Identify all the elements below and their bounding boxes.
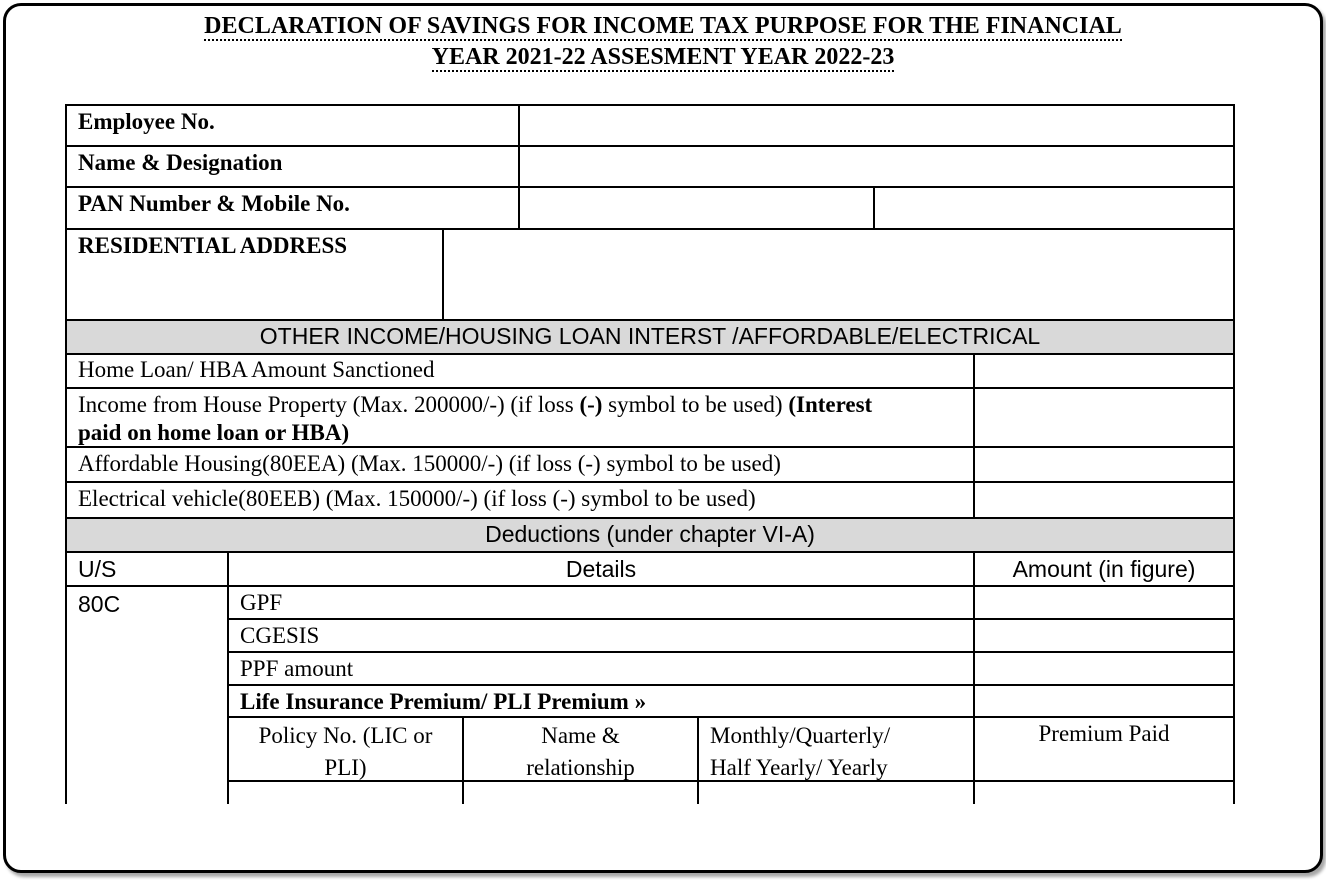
col-amount-header: Amount (in figure) (1012, 556, 1196, 582)
cgesis-amount-field[interactable] (975, 620, 1233, 651)
gpf-label: GPF (240, 590, 283, 615)
row-divider (65, 551, 1235, 553)
affordable-housing-amount-field[interactable] (975, 448, 1233, 481)
name-relationship-field[interactable] (464, 782, 697, 804)
name-relationship-header: Name & relationship (526, 723, 635, 780)
pan-mobile-label: PAN Number & Mobile No. (78, 191, 350, 216)
premium-paid-field[interactable] (975, 782, 1233, 804)
col-us-header: U/S (78, 556, 117, 582)
frequency-header: Monthly/Quarterly/ Half Yearly/ Yearly (710, 723, 891, 780)
cgesis-label: CGESIS (240, 623, 320, 648)
house-property-label: Income from House Property (Max. 200000/-) (if loss (-) symbol to be used) (Interest (78, 392, 873, 417)
affordable-housing-label: Affordable Housing(80EEA) (Max. 150000/-) (if loss (-) symbol to be used) (78, 451, 781, 476)
table-right-border (1233, 104, 1235, 804)
other-income-header: OTHER INCOME/HOUSING LOAN INTERST /AFFORDABLE/ELECTRICAL (259, 323, 1041, 349)
house-property-amount-field[interactable] (975, 389, 1233, 446)
address-field[interactable] (444, 230, 1233, 319)
gpf-amount-field[interactable] (975, 587, 1233, 618)
policy-no-field[interactable] (229, 782, 462, 804)
employee-no-field[interactable] (520, 106, 1233, 145)
life-insurance-label: Life Insurance Premium/ PLI Premium » (240, 689, 647, 714)
pan-field[interactable] (520, 188, 873, 228)
electrical-vehicle-label: Electrical vehicle(80EEB) (Max. 150000/-) (if loss (-) symbol to be used) (78, 486, 756, 511)
name-designation-label: Name & Designation (78, 150, 283, 175)
row-divider (65, 517, 1235, 519)
home-loan-label: Home Loan/ HBA Amount Sanctioned (78, 357, 435, 382)
deductions-header: Deductions (under chapter VI-A) (485, 521, 815, 547)
section-80c: 80C (78, 591, 121, 617)
col-details-header: Details (565, 556, 637, 582)
mobile-field[interactable] (875, 188, 1233, 228)
home-loan-amount-field[interactable] (975, 355, 1233, 387)
row-divider (65, 319, 1235, 321)
ppf-amount-field[interactable] (975, 653, 1233, 684)
policy-no-header: Policy No. (LIC or PLI) (258, 723, 433, 780)
form-title-line1: DECLARATION OF SAVINGS FOR INCOME TAX PURPOSE FOR THE FINANCIAL (204, 13, 1122, 39)
form-title-line2: YEAR 2021-22 ASSESMENT YEAR 2022-23 (431, 44, 895, 70)
frequency-field[interactable] (699, 782, 973, 804)
premium-paid-header: Premium Paid (1038, 721, 1170, 746)
row-divider (228, 716, 1235, 718)
table-left-border (65, 104, 67, 804)
life-insurance-amount-field[interactable] (975, 686, 1233, 716)
address-label: RESIDENTIAL ADDRESS (78, 233, 348, 258)
ppf-label: PPF amount (240, 656, 354, 681)
house-property-label-cont: paid on home loan or HBA) (78, 420, 350, 445)
name-designation-field[interactable] (520, 147, 1233, 186)
electrical-vehicle-amount-field[interactable] (975, 483, 1233, 517)
employee-no-label: Employee No. (78, 109, 215, 134)
